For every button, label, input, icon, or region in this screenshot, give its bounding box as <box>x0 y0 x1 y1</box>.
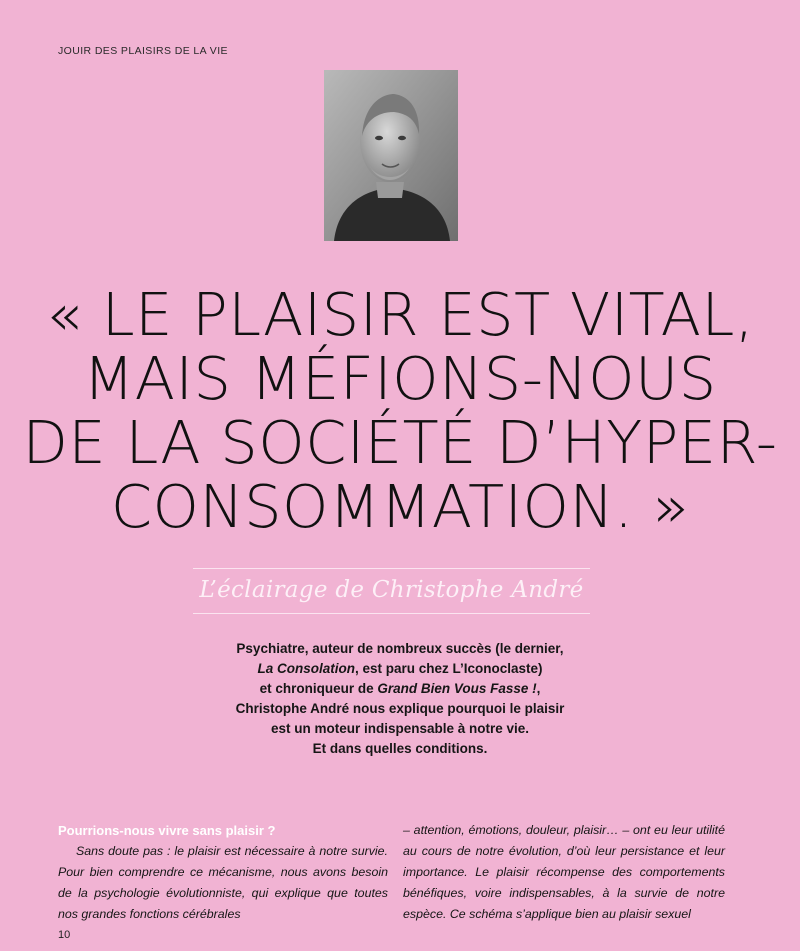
headline-line: DE LA SOCIÉTÉ D’HYPER- <box>22 408 778 477</box>
intro-paragraph <box>190 639 610 759</box>
running-head: JOUIR DES PLAISIRS DE LA VIE <box>58 45 228 57</box>
byline: L’éclairage de Christophe André <box>199 577 584 603</box>
intro-line: Christophe André nous explique pourquoi le plaisir <box>235 701 565 716</box>
headline-line: MAIS MÉFIONS-NOUS <box>83 344 717 413</box>
headline-line: « LE PLAISIR EST VITAL, <box>45 280 755 349</box>
body-text: – attention, émotions, douleur, plaisir… – ont eu leur utilité au cours de notre évolution, d’où leur persistance et leur importance. Le plaisir récompense des comportements bénéfiques, voire indispensables, à la survie de notre espèce. Ce schéma s’applique bien au plaisir sexuel <box>403 823 725 921</box>
body-column-right <box>403 820 725 925</box>
intro-line <box>190 679 610 699</box>
question-heading: Pourrions-nous vivre sans plaisir ? <box>58 823 276 838</box>
intro-line <box>190 659 610 679</box>
page-number: 10 <box>58 929 71 941</box>
intro-line: Psychiatre, auteur de nombreux succès (le dernier, <box>236 641 564 656</box>
intro-line: est un moteur indispensable à notre vie. <box>270 721 530 736</box>
portrait-photo <box>324 70 458 241</box>
intro-text: et chroniqueur de <box>259 681 378 696</box>
book-title: La Consolation <box>257 661 355 676</box>
intro-text: , <box>536 681 541 696</box>
intro-text: , est paru chez L’Iconoclaste) <box>354 661 543 676</box>
byline-box <box>193 568 590 614</box>
body-text: Sans doute pas : le plaisir est nécessaire à notre survie. Pour bien comprendre ce mécanisme, nous avons besoin de la psychologie évolutionniste, qui explique que toutes nos grandes fonctions cérébrales <box>58 844 388 921</box>
headline-line: CONSOMMATION. » <box>110 472 690 541</box>
headline <box>0 280 800 541</box>
show-title: Grand Bien Vous Fasse ! <box>377 681 537 696</box>
body-column-left <box>58 820 388 925</box>
intro-line: Et dans quelles conditions. <box>312 741 488 756</box>
